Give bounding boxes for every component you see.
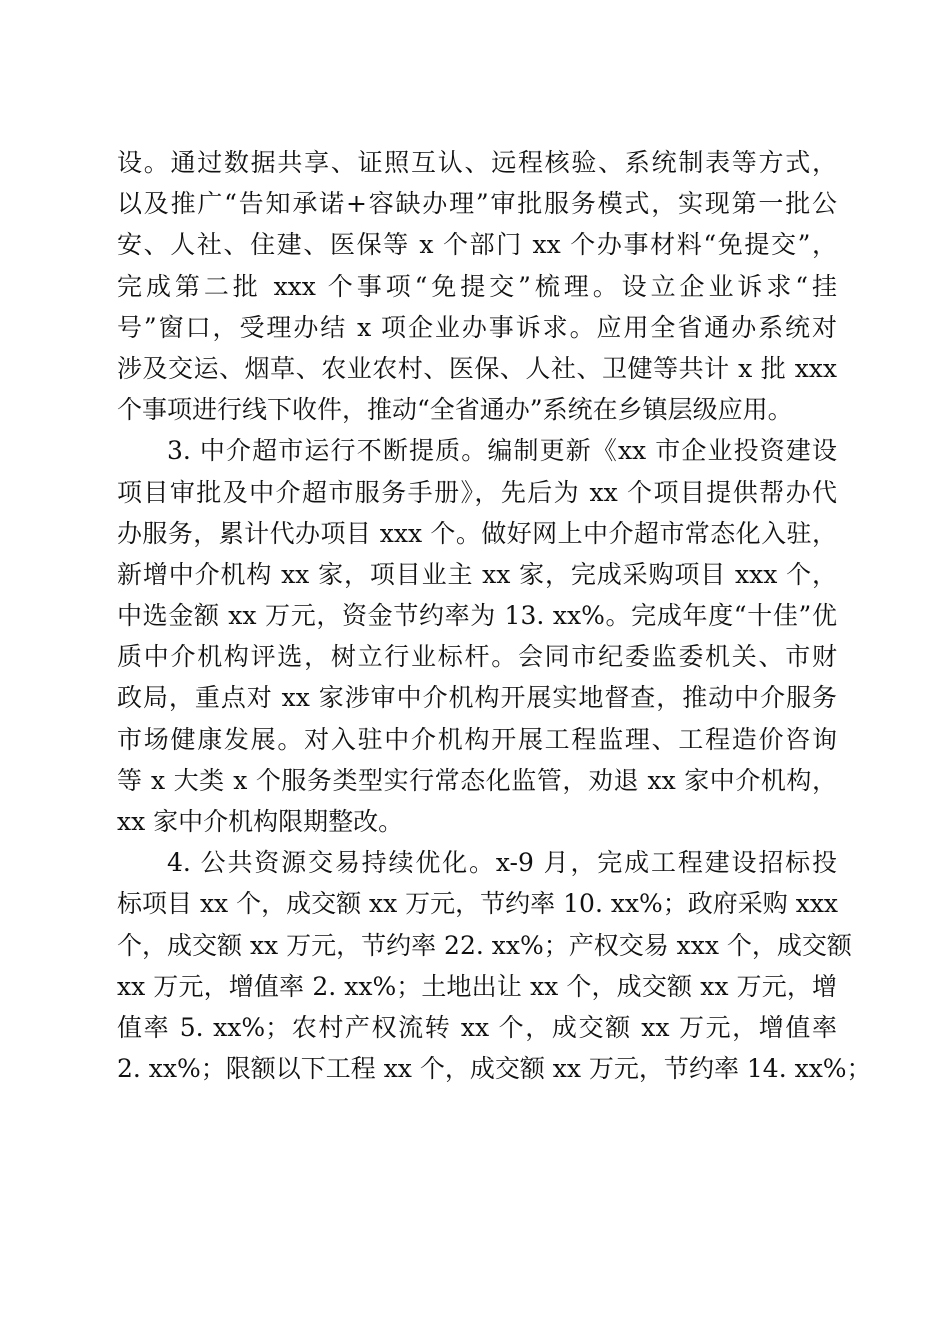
text-line-5: 号”窗口，受理办结 x 项企业办事诉求。应用全省通办系统对 [117, 312, 837, 342]
text-line-7: 个事项进行线下收件，推动“全省通办”系统在乡镇层级应用。 [117, 395, 793, 425]
section-4-heading-line: 4. 公共资源交易持续优化。x-9 月，完成工程建设招标投 [167, 848, 837, 878]
text-line-21: xx 万元，增值率 2. xx%；土地出让 xx 个，成交额 xx 万元，增 [117, 971, 837, 1001]
text-line-2: 以及推广“告知承诺+容缺办理”审批服务模式，实现第一批公 [117, 189, 837, 219]
text-line-1: 设。通过数据共享、证照互认、远程核验、系统制表等方式， [117, 148, 837, 177]
text-line-17: xx 家中介机构限期整改。 [117, 807, 404, 836]
text-line-23: 2. xx%；限额以下工程 xx 个，成交额 xx 万元，节约率 14. xx%； [117, 1054, 872, 1084]
text-line-13: 质中介机构评选，树立行业标杆。会同市纪委监委机关、市财 [117, 642, 837, 672]
body-text [117, 142, 872, 1089]
text-line-19: 标项目 xx 个，成交额 xx 万元，节约率 10. xx%；政府采购 xxx [117, 889, 839, 919]
text-line-4: 完成第二批 xxx 个事项“免提交”梳理。设立企业诉求“挂 [117, 271, 837, 301]
text-line-9: 项目审批及中介超市服务手册》，先后为 xx 个项目提供帮办代 [117, 477, 837, 507]
text-line-3: 安、人社、住建、医保等 x 个部门 xx 个办事材料“免提交”， [117, 230, 837, 260]
text-line-22: 值率 5. xx%；农村产权流转 xx 个，成交额 xx 万元，增值率 [117, 1012, 837, 1042]
text-line-16: 等 x 大类 x 个服务类型实行常态化监管，劝退 xx 家中介机构， [117, 765, 837, 795]
section-3-heading-line: 3. 中介超市运行不断提质。编制更新《xx 市企业投资建设 [167, 436, 837, 466]
text-line-12: 中选金额 xx 万元，资金节约率为 13. xx%。完成年度“十佳”优 [117, 601, 837, 631]
text-line-11: 新增中介机构 xx 家，项目业主 xx 家，完成采购项目 xxx 个， [117, 559, 837, 589]
text-line-10: 办服务，累计代办项目 xxx 个。做好网上中介超市常态化入驻， [117, 518, 837, 548]
text-line-20: 个，成交额 xx 万元，节约率 22. xx%；产权交易 xxx 个，成交额 [117, 930, 852, 960]
text-line-6: 涉及交运、烟草、农业农村、医保、人社、卫健等共计 x 批 xxx [117, 353, 837, 383]
text-line-15: 市场健康发展。对入驻中介机构开展工程监理、工程造价咨询 [117, 724, 837, 754]
text-line-14: 政局，重点对 xx 家涉审中介机构开展实地督查，推动中介服务 [117, 683, 837, 713]
